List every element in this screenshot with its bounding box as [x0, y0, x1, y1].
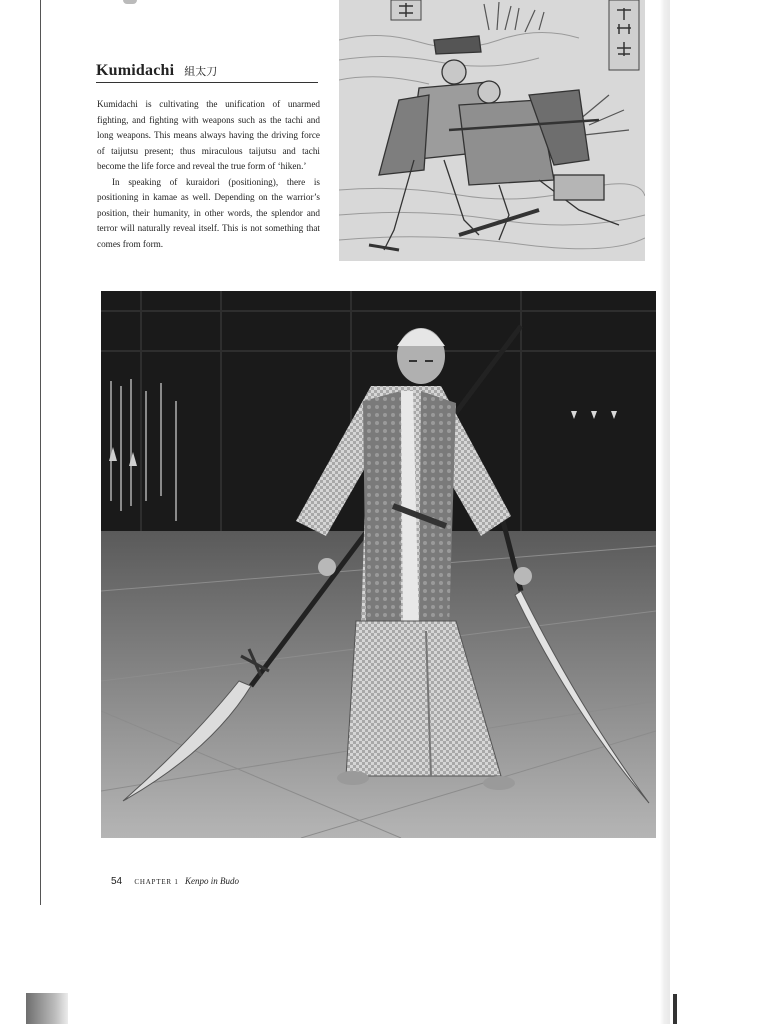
- woodblock-illustration: [339, 0, 645, 261]
- body-paragraph-1: Kumidachi is cultivating the unification of unarmed fighting, and fighting with weapons such as the tachi and long weapons. This means always having the driving force of taijutsu present; thus miraculous taijutsu and tachi become the life force and reveal the true form of ‘hiken.’: [97, 99, 320, 171]
- scan-speck: [123, 0, 137, 4]
- page-gutter-shadow: [660, 0, 670, 1024]
- scan-edge-mark: [673, 994, 677, 1024]
- body-text: [97, 97, 320, 252]
- page-edge-line: [40, 0, 41, 905]
- heading-title: Kumidachi: [96, 62, 175, 79]
- page-number: 54: [111, 876, 123, 887]
- chapter-title: Kenpo in Budo: [184, 876, 239, 886]
- scan-corner-shadow: [26, 993, 68, 1024]
- heading-kanji: 組太刀: [184, 65, 218, 78]
- page-footer: [111, 876, 239, 887]
- photograph: [101, 291, 656, 838]
- chapter-label: CHAPTER 1: [134, 878, 179, 886]
- heading-underline: [96, 82, 318, 83]
- section-heading: [96, 62, 318, 84]
- body-paragraph-2: In speaking of kuraidori (positioning), there is positioning in kamae as well. Depending on the warrior’s position, their humanity, in other words, the splendor and terror will naturally reveal itself. This is not something that comes from form.: [97, 176, 320, 249]
